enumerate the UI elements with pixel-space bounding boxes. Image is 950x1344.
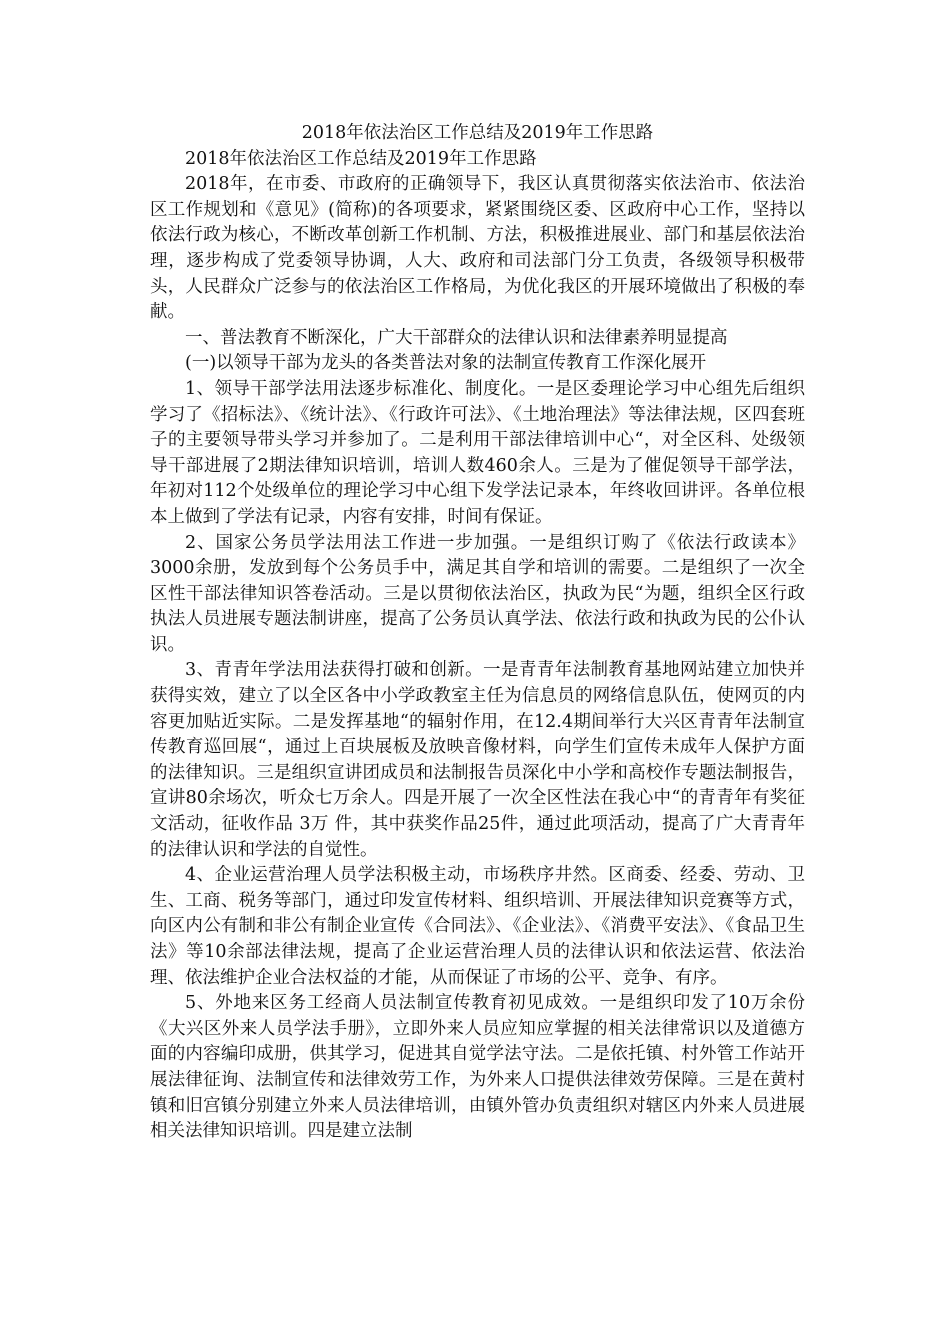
body-paragraph-5: 5、外地来区务工经商人员法制宣传教育初见成效。一是组织印发了10万余份《大兴区外来人员学法手册》，立即外来人员应知应掌握的相关法律常识以及道德方面的内容编印成册，供其学习，促进其自觉学法守法。二是依托镇、村外管工作站开展法律征询、法制宣传和法律效劳工作，为外来人口提供法律效劳保障。三是在黄村镇和旧宫镇分别建立外来人员法律培训，由镇外管办负责组织对辖区内外来人员进展相关法律知识培训。四是建立法制 (150, 993, 805, 1142)
body-paragraph-1: 1、领导干部学法用法逐步标准化、制度化。一是区委理论学习中心组先后组织学习了《招标法》、《统计法》、《行政许可法》、《土地治理法》等法律法规，区四套班子的主要领导带头学习并参加了。二是利用干部法律培训中心“，对全区科、处级领导干部进展了2期法律知识培训，培训人数460余人。三是为了催促领导干部学法，年初对112个处级单位的理论学习中心组下发学法记录本，年终收回讲评。各单位根本上做到了学法有记录，内容有安排，时间有保证。 (150, 378, 805, 527)
document-title: 2018年依法治区工作总结及2019年工作思路 (301, 123, 654, 143)
body-paragraph-4: 4、企业运营治理人员学法积极主动，市场秩序井然。区商委、经委、劳动、卫生、工商、税务等部门，通过印发宣传材料、组织培训、开展法律知识竞赛等方式，向区内公有制和非公有制企业宣传《合同法》、《企业法》、《消费平安法》、《食品卫生法》等10余部法律法规，提高了企业运营治理人员的法律认识和依法运营、依法治理、依法维护企业合法权益的才能，从而保证了市场的公平、竞争、有序。 (150, 865, 805, 988)
body-paragraph-3: 3、青青年学法用法获得打破和创新。一是青青年法制教育基地网站建立加快并获得实效，建立了以全区各中小学政教室主任为信息员的网络信息队伍，使网页的内容更加贴近实际。二是发挥基地“的辐射作用，在12.4期间举行大兴区青青年法制宣传教育巡回展“，通过上百块展板及放映音像材料，向学生们宣传未成年人保护方面的法律知识。三是组织宣讲团成员和法制报告员深化中小学和高校作专题法制报告，宣讲80余场次，听众七万余人。四是开展了一次全区性法在我心中“的青青年有奖征文活动，征收作品 3万 件，其中获奖作品25件，通过此项活动，提高了广大青青年的法律认识和学法的自觉性。 (150, 660, 805, 860)
intro-paragraph: 2018年，在市委、市政府的正确领导下，我区认真贯彻落实依法治市、依法治区工作规划和《意见》(简称)的各项要求，紧紧围绕区委、区政府中心工作，坚持以依法行政为核心，不断改革创新工作机制、方法，积极推进展业、部门和基层依法治理，逐步构成了党委领导协调，人大、政府和司法部门分工负责，各级领导积极带头，人民群众广泛参与的依法治区工作格局，为优化我区的开展环境做出了积极的奉献。 (150, 174, 805, 323)
subtitle-paragraph: 2018年依法治区工作总结及2019年工作思路 (185, 148, 537, 169)
body-paragraph-2: 2、国家公务员学法用法工作进一步加强。一是组织订购了《依法行政读本》3000余册，发放到每个公务员手中，满足其自学和培训的需要。二是组织了一次全区性干部法律知识答卷活动。三是以贯彻依法治区，执政为民“为题，组织全区行政执法人员进展专题法制讲座，提高了公务员认真学法、依法行政和执政为民的公仆认识。 (150, 532, 805, 655)
document-body (150, 121, 805, 1145)
subsection-heading-1: (一)以领导干部为龙头的各类普法对象的法制宣传教育工作深化展开 (185, 353, 707, 374)
section-heading-1: 一、普法教育不断深化，广大干部群众的法律认识和法律素养明显提高 (185, 327, 728, 348)
